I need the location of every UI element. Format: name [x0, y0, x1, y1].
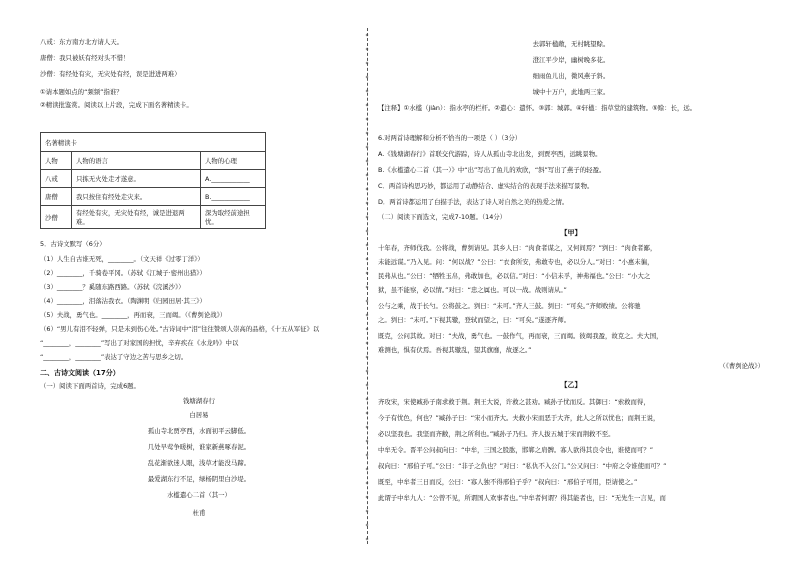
card-answer-field[interactable]: B.____________	[201, 188, 266, 206]
passage-line: 既至，中牟者三日而反，公曰：“寡人独不得邢伯子乎？”叔向曰：“邢伯子可用，臣请使之。”	[378, 478, 638, 486]
annotation: 【注释】①水槛（jiàn）：指水亭的栏杆。②遣心：遣怀。③郭：城郭。④轩楹：指草堂的建筑物。⑤赊：长，远。	[378, 104, 697, 112]
passage-line: 必以坚我也。我坚而齐敝，荆之所利也。”臧孙子乃归。齐人拔五城于宋而荆救不至。	[378, 430, 615, 438]
fill-item: （3）________？奚随东路西路。（苏轼《浣溪沙》）	[40, 283, 185, 291]
card-head: 人物的心理	[201, 152, 266, 170]
card-cell: 只拣无火处走才遂意。	[72, 170, 201, 188]
left-column	[40, 0, 358, 562]
passage-line: 叔向曰：“邢伯子可。”公曰：“非子之仇也？”对曰：“私仇不入公门。”公又问曰：“中府之令谁使而可？”	[378, 462, 667, 470]
passage-line: 此谓子中牟九人：“公曾不见，所谓国人欢事者也。”中牟者何谓？得其能者也，曰：“无先生一言见，而	[378, 494, 666, 502]
question-1: ①请本题如点的“频频”指谁？	[40, 88, 123, 96]
reading-card-table	[40, 132, 266, 229]
poem-line: 澄江平少岸，幽树晚多花。	[532, 56, 610, 64]
poem-line: 城中十万户，此地两三家。	[532, 88, 610, 96]
fill-item: （2）________，千骑卷平冈。（苏轼《江城子·密州出猎》）	[40, 269, 206, 277]
fill-item: “________，________”表达了守边之苦与思乡之切。	[40, 353, 188, 361]
poem-line: 乱花渐欲迷人眼，浅草才能没马蹄。	[147, 459, 251, 467]
passage-line: 之。刿曰：“未可。”下视其辙，登轼而望之，曰：“可矣。”遂逐齐师。	[378, 316, 571, 324]
passage-line: 难测也，惧有伏焉。吾视其辙乱，望其旗靡，故逐之。”	[378, 346, 532, 354]
card-cell: 八戒	[41, 170, 72, 188]
passage-source: （《曹刿论战》）	[719, 362, 764, 370]
dialog-line: 八戒：东方南方北方请人天。	[40, 38, 124, 46]
poem-author: 杜甫	[192, 509, 206, 517]
passage-line: 狱，虽不能察，必以情。”对曰：“忠之属也。可以一战。战则请从。”	[378, 286, 567, 294]
fill-item: “________，________”写出了对家国的担忧，辛弃疾在《水龙吟》中以	[40, 339, 239, 347]
choice-option[interactable]: C．两首诗构思巧妙，都运用了动静结合、虚实结合的表现手法来描写景物。	[378, 182, 594, 190]
card-cell: 有经处有灾，无灾处有经，诚是进退两难。	[72, 206, 201, 229]
passage-line: 公与之乘，战于长勺。公将鼓之。刿曰：“未可。”齐人三鼓。刿曰：“可矣。”齐师败绩。公将驰	[378, 302, 641, 310]
section-subheading: （一）阅读下面两首诗，完成6题。	[40, 382, 140, 390]
fill-item: （5）夫战，勇气也。________，再而衰，三而竭。（《曹刿论战》）	[40, 311, 227, 319]
passage-line: 十年春，齐师伐我。公将战，曹刿请见。其乡人曰：“肉食者谋之，又何间焉？”刿曰：“肉食者鄙，	[378, 244, 657, 252]
card-answer-field[interactable]: A.____________	[201, 170, 266, 188]
card-head: 人物	[41, 152, 72, 170]
question-5: 5．古诗文默写（6分）	[40, 240, 106, 248]
card-cell: 深为取经前途担忧。	[201, 206, 266, 229]
card-cell: 沙僧	[41, 206, 72, 229]
section-subheading: （二）阅读下面选文，完成7-10题。（14分）	[378, 213, 507, 221]
question-2: ②精读批鉴赏。阅读以上片段，完成下面名著精读卡。	[40, 101, 193, 109]
poem-title: 水槛遣心二首（其一）	[167, 491, 231, 499]
card-head: 人物的语言	[72, 152, 201, 170]
passage-line: 齐攻宋，宋使臧孙子南求救于荆。荆王大说，许救之甚劝。臧孙子忧而反。其御曰：“索救而得，	[378, 398, 650, 406]
fill-item: （6）“男儿有泪不轻弹，只是未到伤心处。”古诗词中“泪”往往赞颂人崇高的品格，《十五从军征》以	[40, 325, 320, 333]
choice-option[interactable]: D．两首诗都运用了白描手法，表达了诗人对自然之美的热爱之情。	[378, 198, 569, 206]
poem-author: 白居易	[189, 411, 209, 419]
poem-line: 最爱湖东行不足，绿杨阴里白沙堤。	[147, 475, 251, 483]
dialog-line: 唐僧：我只被妖有经对头不惜！	[40, 54, 130, 62]
passage-line: 中牟无令。晋平公问叔向曰：“中牟，三国之股肱，邯郸之肩髀。寡人欲得其良令也，谁使而可？”	[378, 446, 654, 454]
poem-line: 孤山寺北贾亭西，水面初平云脚低。	[147, 427, 251, 435]
passage-label: 【甲】	[560, 229, 582, 237]
dialog-line: 沙僧：有经处有灾，无灾处有经，误是进进两难）	[40, 70, 181, 78]
card-title: 名著精读卡	[41, 133, 266, 152]
card-cell: 我只按住有经处走灾来。	[72, 188, 201, 206]
fill-item: （1）人生自古谁无死，________。（文天祥《过零丁洋》）	[40, 255, 204, 263]
section-heading: 二、古诗文阅读（17分）	[40, 369, 120, 377]
choice-option[interactable]: B.《水槛遣心二首（其一）》中“出”写出了鱼儿的欢欣，“斜”写出了燕子的轻盈。	[378, 166, 606, 174]
choice-option[interactable]: A.《钱塘湖春行》首联交代游踪，诗人从孤山寺北出发，到贾亭西，远眺景物。	[378, 150, 602, 158]
passage-line: 既克，公问其故。对曰：“夫战，勇气也。一鼓作气，再而衰，三而竭。彼竭我盈，故克之。夫大国，	[378, 332, 663, 340]
poem-title: 钱塘湖春行	[183, 397, 215, 405]
right-column	[378, 0, 764, 562]
poem-line: 几处早莺争暖树，谁家新燕啄春泥。	[147, 443, 251, 451]
passage-line: 未能远谋。”乃入见。问：“何以战？”公曰：“衣食所安，弗敢专也，必以分人。”对曰：“小惠未徧，	[378, 258, 654, 266]
card-cell: 唐僧	[41, 188, 72, 206]
poem-line: 去郭轩楹敞，无村眺望赊。	[532, 40, 610, 48]
passage-line: 今子有忧色，何也？”臧孙子曰：“宋小而齐大。夫救小宋而恶于大齐，此人之所以忧也；而荆王说，	[378, 414, 660, 422]
passage-line: 民弗从也。”公曰：“牺牲玉帛，弗敢加也，必以信。”对曰：“小信未孚，神弗福也。”公曰：“小大之	[378, 272, 651, 280]
binding-line	[364, 28, 370, 544]
passage-label: 【乙】	[560, 381, 582, 389]
question-6: 6.对两首诗理解和分析不恰当的一项是（ ）（3分）	[378, 134, 522, 142]
fill-item: （4）________，泪落沾我衣。（陶渊明《归园田居·其三》）	[40, 297, 206, 305]
poem-line: 细雨鱼儿出，微风燕子斜。	[532, 72, 610, 80]
